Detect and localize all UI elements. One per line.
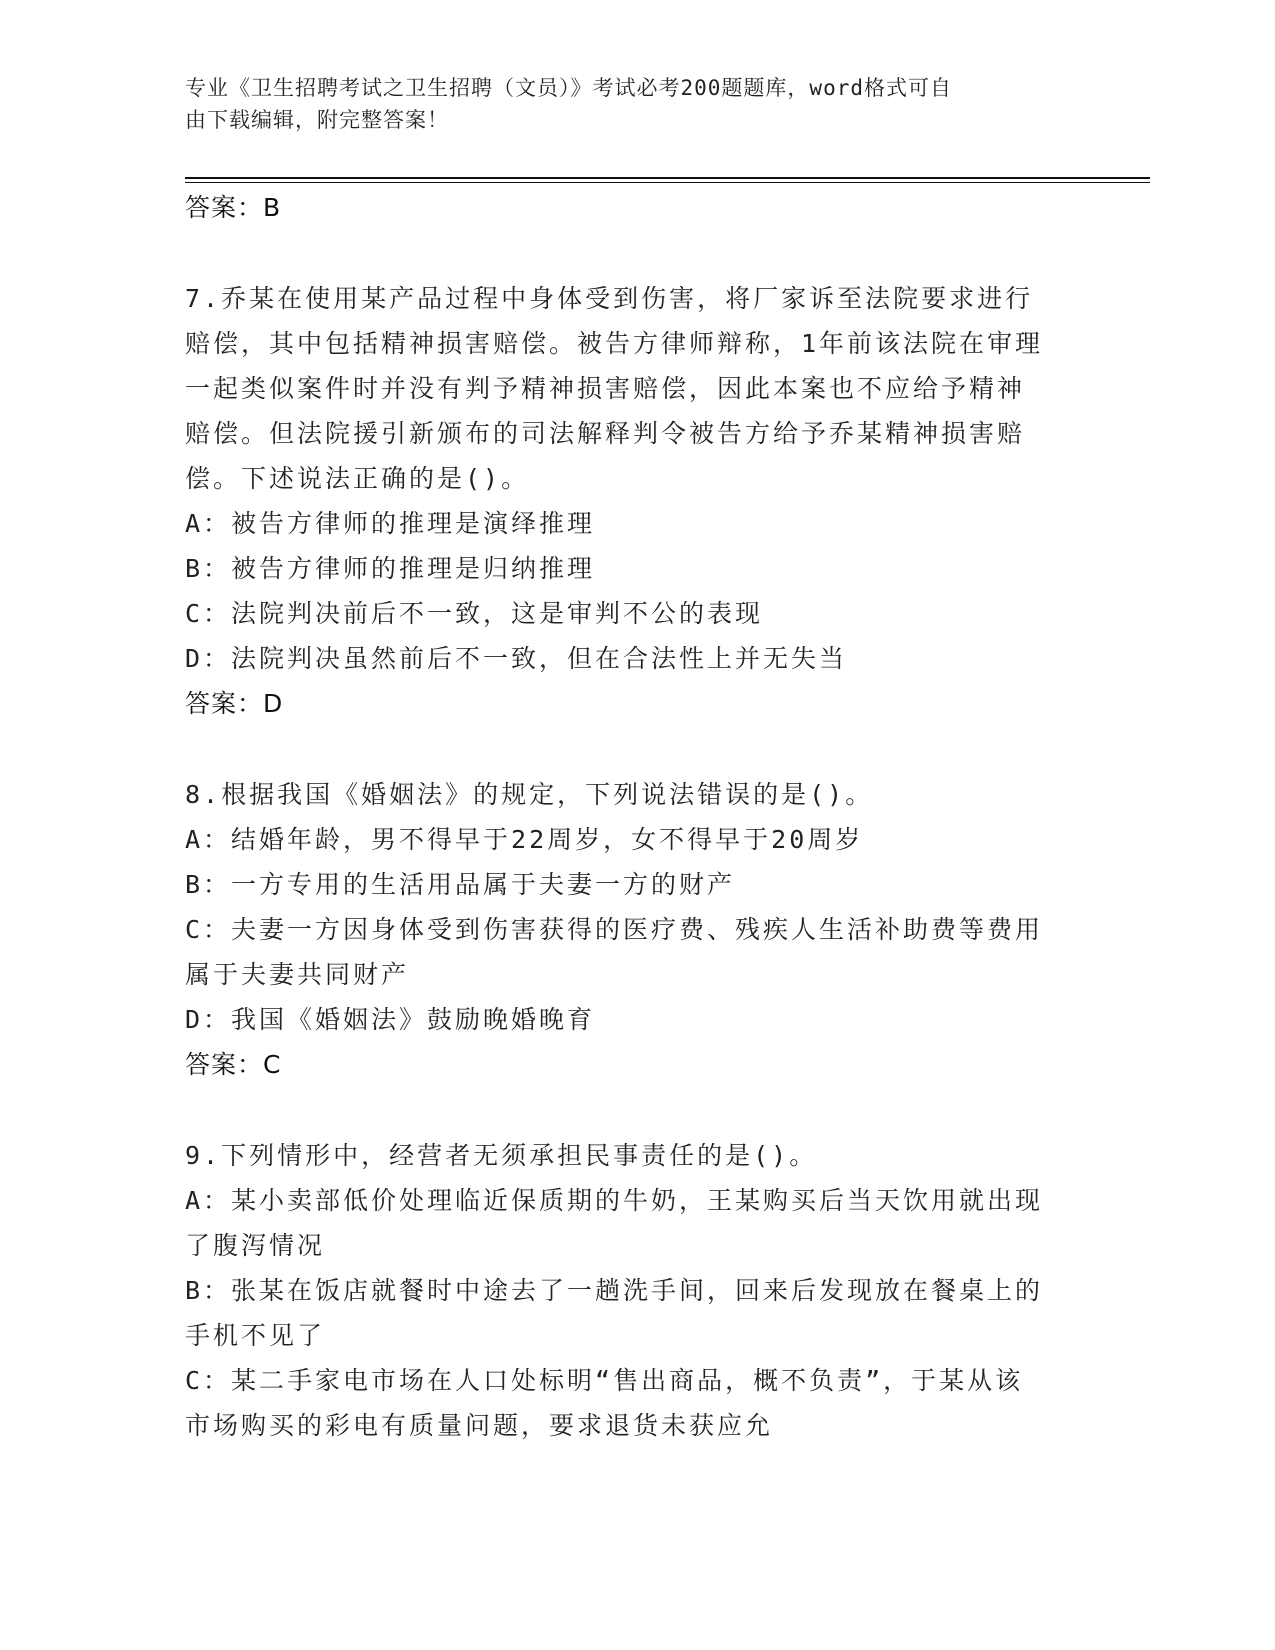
header-line-2: 由下载编辑，附完整答案！	[185, 108, 449, 132]
question-stem-line: 赔偿，其中包括精神损害赔偿。被告方律师辩称，1年前该法院在审理	[185, 329, 1044, 358]
question-8	[185, 772, 1085, 1087]
option-a-continued: 了腹泻情况	[185, 1231, 326, 1260]
question-stem-line: 偿。下述说法正确的是()。	[185, 464, 530, 493]
option-b-continued: 手机不见了	[185, 1321, 326, 1350]
question-stem-line: 7.乔某在使用某产品过程中身体受到伤害，将厂家诉至法院要求进行	[185, 284, 1034, 313]
header-line-1: 专业《卫生招聘考试之卫生招聘（文员）》考试必考200题题库，word格式可自	[185, 76, 952, 100]
option-c: C：法院判决前后不一致，这是审判不公的表现	[185, 599, 764, 628]
header-rule-thin	[185, 182, 1150, 183]
option-a: A：结婚年龄，男不得早于22周岁，女不得早于20周岁	[185, 825, 864, 854]
document-body	[185, 185, 1085, 1448]
option-b: B：一方专用的生活用品属于夫妻一方的财产	[185, 870, 736, 899]
option-c-continued: 市场购买的彩电有质量问题，要求退货未获应允	[185, 1411, 774, 1440]
option-c-continued: 属于夫妻共同财产	[185, 960, 410, 989]
option-a: A：某小卖部低价处理临近保质期的牛奶，王某购买后当天饮用就出现	[185, 1186, 1044, 1215]
header-rule-thick	[185, 177, 1150, 179]
option-b: B：被告方律师的推理是归纳推理	[185, 554, 596, 583]
question-9	[185, 1133, 1085, 1448]
question-stem-line: 9.下列情形中，经营者无须承担民事责任的是()。	[185, 1141, 818, 1170]
option-c: C：夫妻一方因身体受到伤害获得的医疗费、残疾人生活补助费等费用	[185, 915, 1044, 944]
option-c: C：某二手家电市场在人口处标明“售出商品，概不负责”，于某从该	[185, 1366, 1024, 1395]
option-d: D：法院判决虽然前后不一致，但在合法性上并无失当	[185, 644, 848, 673]
option-a: A：被告方律师的推理是演绎推理	[185, 509, 596, 538]
answer-line: 答案：B	[185, 193, 282, 222]
question-stem-line: 一起类似案件时并没有判予精神损害赔偿，因此本案也不应给予精神	[185, 374, 1026, 403]
question-stem-line: 8.根据我国《婚姻法》的规定，下列说法错误的是()。	[185, 780, 874, 809]
option-b: B：张某在饭店就餐时中途去了一趟洗手间，回来后发现放在餐桌上的	[185, 1276, 1044, 1305]
answer-line: 答案：D	[185, 689, 284, 718]
question-stem-line: 赔偿。但法院援引新颁布的司法解释判令被告方给予乔某精神损害赔	[185, 419, 1026, 448]
answer-line: 答案：C	[185, 1050, 282, 1079]
option-d: D：我国《婚姻法》鼓励晚婚晚育	[185, 1005, 596, 1034]
question-7	[185, 276, 1085, 726]
document-header	[185, 72, 1065, 136]
